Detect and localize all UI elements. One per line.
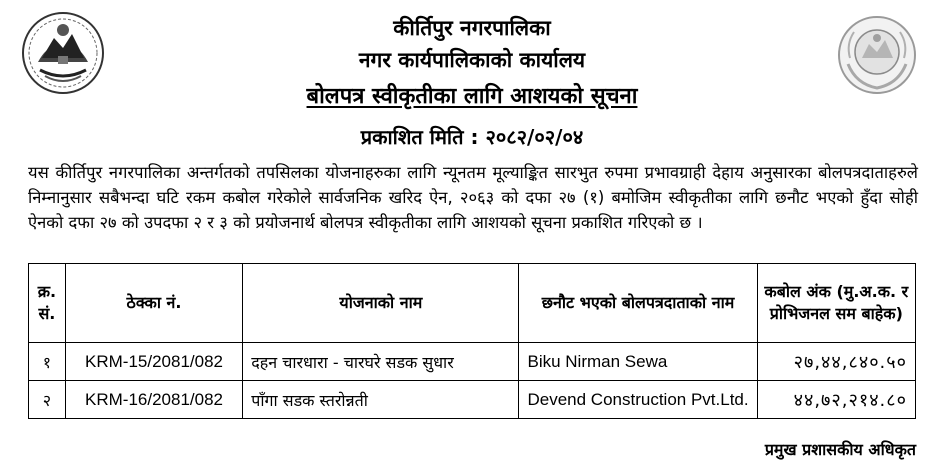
- selected-bidders-table: [28, 263, 916, 419]
- table-row: [29, 343, 916, 381]
- notice-title: बोलपत्र स्वीकृतीका लागि आशयको सूचना: [306, 84, 638, 109]
- municipality-name: कीर्तिपुर नगरपालिका: [393, 16, 551, 40]
- published-date-label: प्रकाशित मिति :: [360, 125, 479, 149]
- table-header-row: [29, 264, 916, 343]
- office-name: नगर कार्यपालिकाको कार्यालय: [358, 48, 586, 72]
- row-contract-no: KRM-16/2081/082: [65, 381, 243, 419]
- table-row: [29, 381, 916, 419]
- header-project-name: योजनाको नाम: [243, 264, 519, 343]
- row-bidder-name: Biku Nirman Sewa: [519, 343, 757, 381]
- header-serial: क्र. सं.: [29, 264, 66, 343]
- row-project-name: पाँगा सडक स्तरोन्नती: [243, 381, 519, 419]
- header-bid-amount: कबोल अंक (मु.अ.क. र प्रोभिजनल सम बाहेक): [757, 264, 915, 343]
- row-serial: २: [29, 381, 66, 419]
- published-date: [0, 123, 944, 150]
- row-serial: १: [29, 343, 66, 381]
- row-project-name: दहन चारधारा - चारघरे सडक सुधार: [243, 343, 519, 381]
- notice-body: यस कीर्तिपुर नगरपालिका अन्तर्गतको तपसिलका योजनाहरुका लागि न्यूनतम मूल्याङ्कित सारभुत रुपमा प्रभावग्राही देहाय अनुसारका बोलपत्रदाताहरुले निम्नानुसार सबैभन्दा घटि रकम कबोल गरेकोले सार्वजनिक खरिद ऐन, २०६३ को दफा २७ (१) बमोजिम स्वीकृतीका लागि छनौट भएको हुँदा सोही ऐनको दफा २७ को उपदफा २ र ३ को प्रयोजनार्थ बोलपत्र स्वीकृतीका लागि आशयको सूचना प्रकाशित गरिएको छ ।: [28, 163, 918, 232]
- row-contract-no: KRM-15/2081/082: [65, 343, 243, 381]
- header-bidder-name: छनौट भएको बोलपत्रदाताको नाम: [519, 264, 757, 343]
- signatory: प्रमुख प्रशासकीय अधिकृत: [764, 440, 916, 459]
- header-contract-no: ठेक्का नं.: [65, 264, 243, 343]
- row-bid-amount: ४४,७२,२१४.८०: [757, 381, 915, 419]
- row-bidder-name: Devend Construction Pvt.Ltd.: [519, 381, 757, 419]
- published-date-value: २०८२/०२/०४: [485, 125, 584, 149]
- row-bid-amount: २७,४४,८४०.५०: [757, 343, 915, 381]
